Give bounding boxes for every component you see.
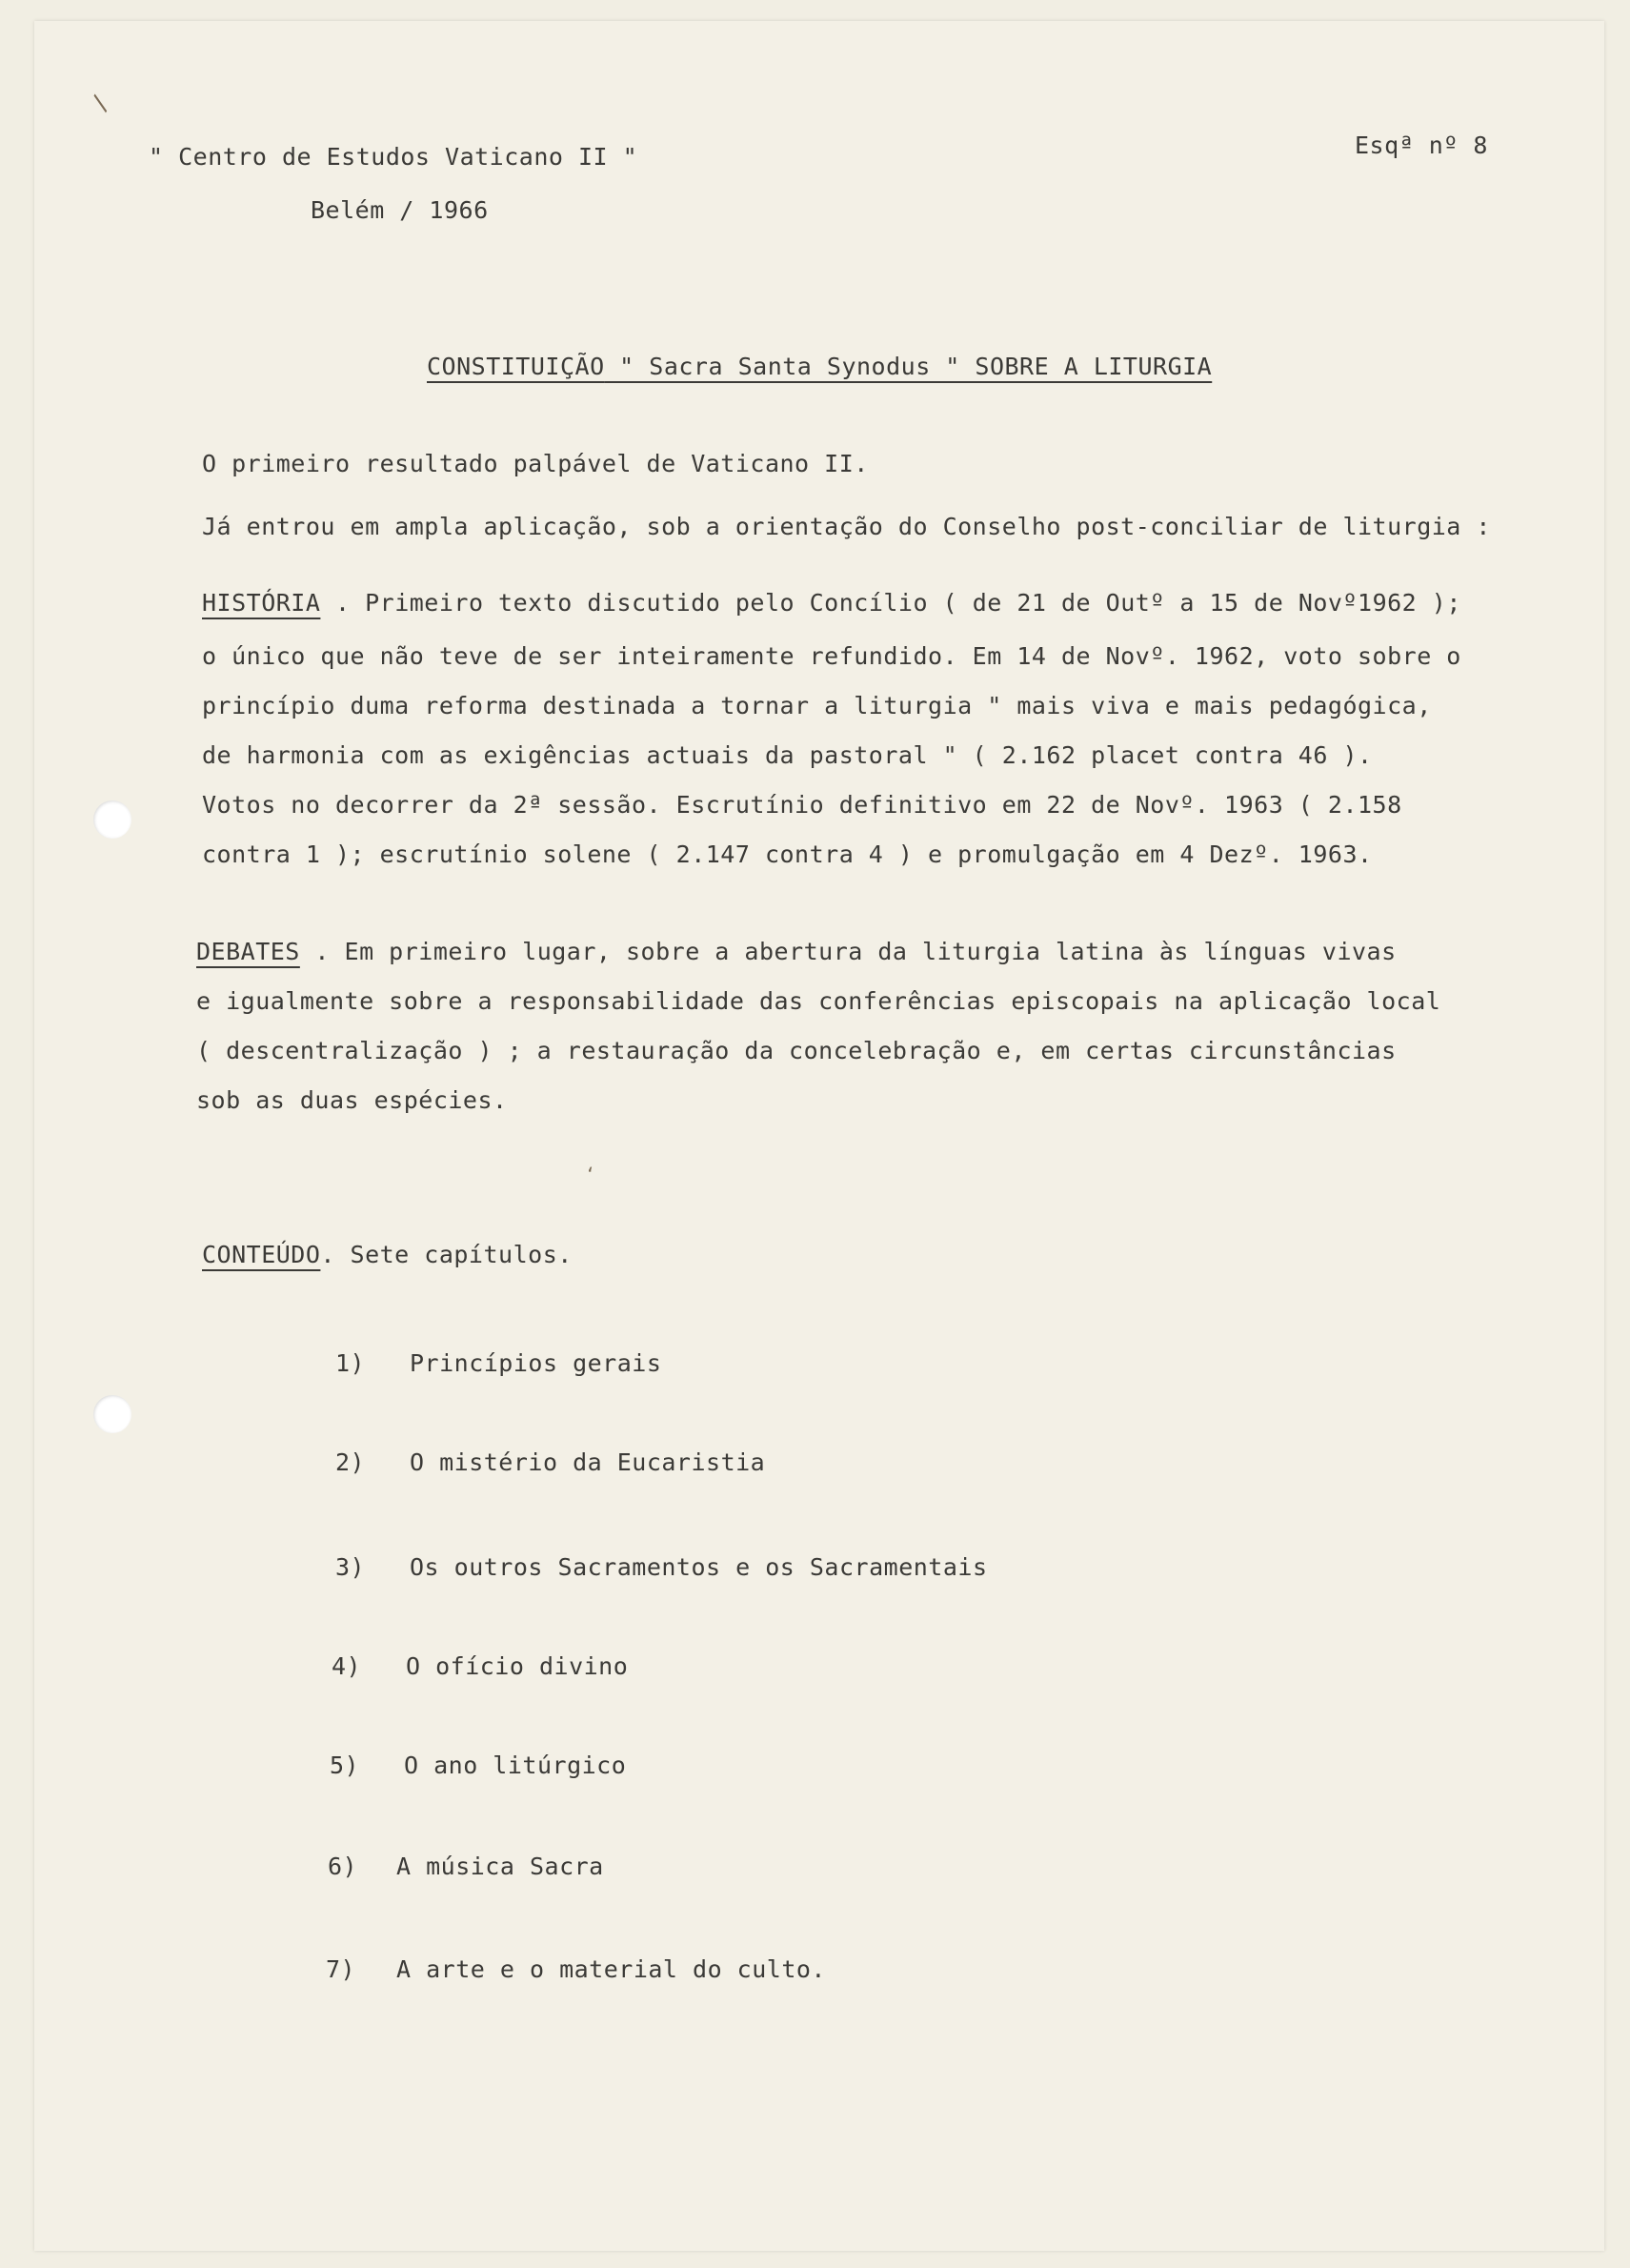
punch-hole-bottom (93, 1395, 131, 1433)
debates-line: ( descentralização ) ; a restauração da concelebração e, em certas circunstâncias (196, 1037, 1397, 1064)
chapter-number: 4) (332, 1652, 362, 1680)
ink-mark: / (85, 90, 115, 116)
title-prefix: CONSTITUIÇÃO (427, 353, 605, 380)
chapter-number: 2) (335, 1448, 366, 1476)
debates-line: e igualmente sobre a responsabilidade das conferências episcopais na aplicação local (196, 987, 1441, 1015)
ink-mark: ‘ (585, 1164, 595, 1185)
chapter-number: 3) (335, 1553, 366, 1581)
chapter-number: 6) (328, 1853, 358, 1880)
conteudo-tail: . Sete capítulos. (320, 1241, 573, 1268)
chapter-number: 5) (330, 1752, 360, 1779)
debates-first-line (196, 938, 1397, 965)
chapter-title: A arte e o material do culto. (396, 1955, 826, 1983)
historia-line: Votos no decorrer da 2ª sessão. Escrutínio definitivo em 22 de Novº. 1963 ( 2.158 (202, 791, 1402, 819)
institution-name: " Centro de Estudos Vaticano II " (149, 143, 638, 171)
historia-line: contra 1 ); escrutínio solene ( 2.147 contra 4 ) e promulgação em 4 Dezº. 1963. (202, 840, 1373, 868)
historia-line: o único que não teve de ser inteiramente refundido. Em 14 de Novº. 1962, voto sobre o (202, 642, 1461, 670)
chapter-title: O ofício divino (406, 1652, 629, 1680)
historia-heading: HISTÓRIA (202, 589, 321, 617)
chapter-title: A música Sacra (396, 1853, 604, 1880)
reference-number: Esqª nº 8 (1355, 132, 1488, 159)
chapter-title: O mistério da Eucaristia (410, 1448, 766, 1476)
chapter-title: O ano litúrgico (404, 1752, 627, 1779)
punch-hole-top (93, 800, 131, 839)
chapter-title: Os outros Sacramentos e os Sacramentais (410, 1553, 988, 1581)
intro-line: O primeiro resultado palpável de Vaticano II. (202, 450, 869, 477)
document-page (34, 21, 1604, 2251)
historia-line: de harmonia com as exigências actuais da pastoral " ( 2.162 placet contra 46 ). (202, 741, 1373, 769)
place-date: Belém / 1966 (311, 196, 489, 224)
conteudo-line (202, 1241, 573, 1268)
debates-line: sob as duas espécies. (196, 1086, 508, 1114)
title-rest: " Sacra Santa Synodus " SOBRE A LITURGIA (604, 353, 1213, 380)
chapter-title: Princípios gerais (410, 1349, 662, 1377)
debates-heading: DEBATES (196, 938, 300, 965)
chapter-number: 1) (335, 1349, 366, 1377)
historia-text: . Primeiro texto discutido pelo Concílio ( de 21 de Outº a 15 de Novº1962 ); (334, 589, 1461, 617)
debates-text: . Em primeiro lugar, sobre a abertura da liturgia latina às línguas vivas (314, 938, 1397, 965)
conteudo-heading: CONTEÚDO (202, 1241, 321, 1268)
chapter-number: 7) (326, 1955, 356, 1983)
document-title (427, 353, 1212, 380)
intro-line: Já entrou em ampla aplicação, sob a orientação do Conselho post-conciliar de liturgia : (202, 513, 1491, 540)
historia-line: princípio duma reforma destinada a tornar a liturgia " mais viva e mais pedagógica, (202, 692, 1432, 719)
historia-first-line (202, 589, 1461, 617)
